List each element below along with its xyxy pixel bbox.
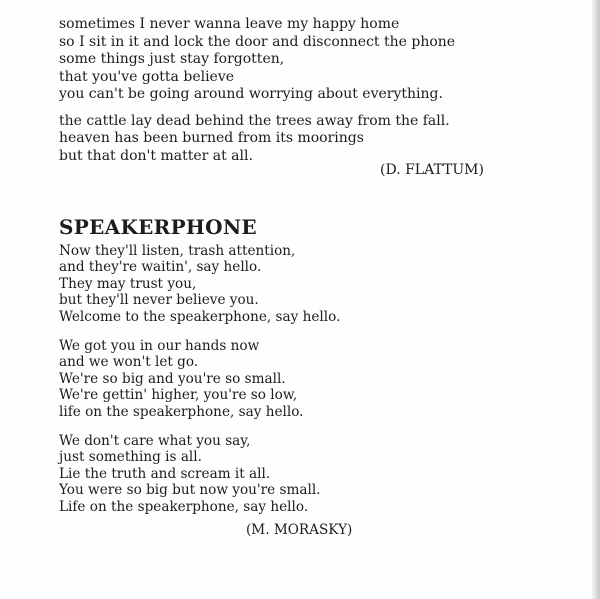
songwriter-credit: (D. FLATTUM) [380, 162, 484, 178]
lyric-line: and we won't let go. [59, 354, 199, 371]
lyric-line: you can't be going around worrying about everything. [59, 86, 443, 102]
song-lyrics-speakerphone [59, 243, 353, 538]
lyric-line: the cattle lay dead behind the trees away from the fall. [59, 112, 450, 129]
song-title: SPEAKERPHONE [59, 215, 257, 239]
lyric-line: but that don't matter at all. [59, 147, 253, 164]
stanza [59, 338, 340, 420]
lyric-line: that you've gotta believe [59, 68, 235, 85]
lyric-line: You were so big but now you're small. [59, 482, 321, 499]
lyric-line: Now they'll listen, trash attention, [59, 243, 296, 259]
lyric-line: We're gettin' higher, you're so low, [59, 387, 298, 404]
lyric-line: life on the speakerphone, say hello. [59, 403, 304, 420]
lyric-line: but they'll never believe you. [59, 292, 259, 309]
lyric-line: We're so big and you're so small. [59, 370, 286, 387]
stanza [59, 243, 340, 325]
lyric-line: They may trust you, [59, 275, 197, 292]
page-edge-shadow [592, 0, 600, 599]
lyric-line: Welcome to the speakerphone, say hello. [59, 308, 341, 325]
lyric-line: sometimes I never wanna leave my happy home [59, 16, 400, 32]
lyric-line: We got you in our hands now [59, 338, 260, 355]
lyric-line: Lie the truth and scream it all. [59, 465, 271, 482]
lyric-line: We don't care what you say, [59, 433, 251, 450]
lyric-line: and they're waitin', say hello. [59, 259, 262, 276]
lyric-line: heaven has been burned from its moorings [59, 130, 364, 146]
song-lyrics-flattum [59, 16, 484, 178]
songwriter-credit: (M. MORASKY) [246, 522, 353, 538]
lyric-line: some things just stay forgotten, [59, 51, 285, 67]
stanza [59, 433, 340, 515]
lyric-line: just something is all. [59, 449, 202, 466]
lyric-line: so I sit in it and lock the door and disconnect the phone [59, 33, 456, 50]
stanza [59, 113, 455, 166]
stanza [59, 16, 455, 104]
lyric-line: Life on the speakerphone, say hello. [59, 498, 309, 515]
